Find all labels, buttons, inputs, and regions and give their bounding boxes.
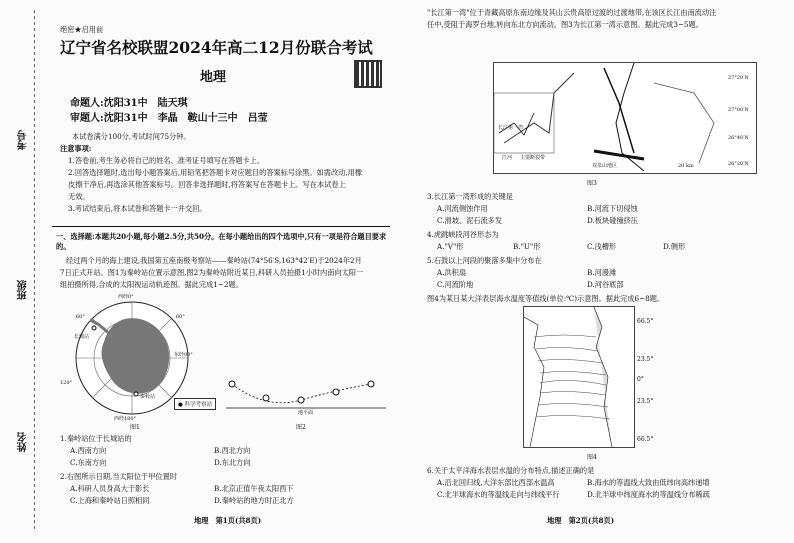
- q3-option-b[interactable]: B.河流下切侵蚀: [587, 204, 638, 213]
- fig1-caption: 图1: [130, 424, 140, 431]
- q3-option-d[interactable]: D.板块碰撞挤压: [587, 216, 638, 225]
- figure3-map: [493, 62, 757, 174]
- fig1-right-label: 东经90°: [174, 352, 193, 358]
- fig1-bottom-label: 西经180°: [114, 416, 137, 422]
- passage2-line2: 任中,受阻于海罗台地,转向东北方向流动。图3为长江第一湾示意图。据此完成3~5题。: [427, 20, 703, 29]
- fig3-legend-2: 主要断裂带: [520, 155, 546, 161]
- fig1-top-label: 西经0°: [118, 294, 134, 300]
- figure4-ocean-isotherms: [523, 306, 635, 448]
- score-info: 本试卷满分100分,考试时间75分钟。: [72, 132, 191, 141]
- q1-option-c[interactable]: C.东南方向: [70, 458, 107, 467]
- subject-title: 地理: [200, 70, 227, 85]
- q1-option-d[interactable]: D.东北方向: [214, 458, 251, 467]
- fig3-caption: 图3: [587, 180, 597, 187]
- exam-title: 辽宁省名校联盟2024年高二12月份联合考试: [60, 38, 373, 57]
- q4-option-b[interactable]: B."U"形: [513, 242, 541, 251]
- q2-option-d[interactable]: D.秦岭站的地方时正北方: [214, 496, 294, 505]
- passage1-line2: 7日正式开站。图1为秦岭站位置示意图,图2为秦岭站附近某日,科研人员拍摄1小时内南向太阳一: [60, 268, 364, 277]
- q5-option-a[interactable]: A.洪积扇: [437, 268, 467, 277]
- q6-option-c[interactable]: C.北半球海水的等温线走向与纬线平行: [437, 490, 560, 499]
- fig3-legend-1: 江河: [502, 155, 513, 161]
- figure2-sun-path: [226, 370, 386, 420]
- fig2-caption: 图2: [296, 424, 306, 431]
- fig3-scale: 20 km: [678, 163, 694, 169]
- q6-option-a[interactable]: A.沿北回归线,大洋东部比西部水温高: [437, 478, 555, 487]
- fig1-left-label: 120°: [60, 380, 73, 386]
- legend-dot-icon: ●: [178, 402, 183, 408]
- fig1-r60: 60°: [176, 314, 185, 320]
- q3-option-c[interactable]: C.滑坡、泥石流多发: [437, 216, 503, 225]
- right-footer: 地理 第2页(共8页): [547, 516, 615, 525]
- author-line-2: 审题人:沈阳31中 李晶 鞍山十三中 吕莹: [70, 113, 268, 124]
- side-label-class: 班级: [18, 280, 29, 300]
- q5-option-c[interactable]: C.河流阶地: [437, 280, 474, 289]
- fig3-lat-4: 26°20′N: [728, 161, 749, 167]
- divider: [52, 226, 390, 227]
- fig2-horizon-label: 地平面: [298, 410, 314, 416]
- fig3-lat-3: 26°40′N: [728, 135, 749, 141]
- qr-code: [354, 60, 382, 88]
- fig4-lat-4: 23.5°: [637, 398, 654, 405]
- fig4-lat-2: 23.5°: [637, 356, 654, 363]
- q4-option-a[interactable]: A."V"形: [437, 242, 464, 251]
- q1-option-a[interactable]: A.西南方向: [70, 446, 107, 455]
- q4-option-d[interactable]: D.侧形: [663, 242, 686, 251]
- q1-option-b[interactable]: B.西北方向: [214, 446, 251, 455]
- q5-option-d[interactable]: D.河谷底部: [587, 280, 624, 289]
- passage2-line1: "长江第一湾"位于青藏高原东南边缘及其山云贵高原过渡的过渡地带,在该区长江由南流动注: [427, 8, 717, 17]
- left-footer: 地理 第1页(共8页): [194, 516, 262, 525]
- question-3: 3.长江第一湾形成的关键是: [427, 192, 513, 201]
- fig4-lat-1: 66.5°: [637, 318, 654, 325]
- question-4: 4.虎跳峡段河谷形态为: [427, 230, 499, 239]
- passage1-line3: 组拍摄所得,合成的太阳视运动轨迹图。据此完成1~2题。: [60, 280, 243, 289]
- question-2: 2.右图所示日期,当太阳位于甲位置时: [60, 472, 177, 481]
- q5-option-b[interactable]: B.河漫滩: [587, 268, 617, 277]
- author-line-1: 命题人:沈阳31中 陆天琪: [70, 98, 188, 109]
- q2-option-a[interactable]: A.科研人员身高大于影长: [70, 484, 150, 493]
- binding-line: [34, 10, 35, 530]
- note-1: 1.答卷前,考生务必将自己的姓名、准考证号填写在答题卡上。: [68, 156, 265, 165]
- q4-option-c[interactable]: C.浅槽形: [587, 242, 617, 251]
- passage1-line1: 经过两个月的海上建设,我国第五座南极考察站——秦岭站(74°56′S,163°42′E)于2024年2月: [66, 256, 362, 265]
- question-5: 5.石鼓以上河段的聚落多集中分布在: [427, 256, 542, 265]
- question-1: 1.秦岭站位于长城站的: [60, 434, 132, 443]
- fig3-area-label: 双泉山地区: [592, 163, 618, 169]
- note-3: 3.考试结束后,将本试卷和答题卡一并交回。: [68, 204, 207, 213]
- question-6: 6.关于太平洋海水表层水温的分布特点,描述正确的是: [427, 466, 595, 475]
- section-header: 一、选择题:本题共20小题,每小题2.5分,共50分。在每小题给出的四个选项中,只有一项是符合题目要求的。: [56, 232, 387, 251]
- fig3-lat-2: 27°00′N: [728, 107, 749, 113]
- q2-option-b[interactable]: B.北京正值午夜太阳西下: [214, 484, 294, 493]
- fig1-l60: 60°: [76, 314, 85, 320]
- q2-option-c[interactable]: C.上海和秦岭站日照相同: [70, 496, 150, 505]
- fig3-river-label: 长江第一湾: [498, 125, 524, 131]
- fig4-lat-5: 66.5°: [637, 436, 654, 443]
- legend-text: 科学考察站: [184, 402, 213, 408]
- passage3: 图4为某日某大洋表层海水温度等值线(单位:℃)示意图。据此完成6~8题。: [427, 294, 665, 303]
- fig1-station-label: 长城站: [74, 334, 90, 340]
- fig1-legend: [174, 398, 216, 410]
- fig4-caption: 图4: [587, 454, 597, 461]
- notes-title: 注意事项:: [60, 144, 92, 153]
- side-label-name: 姓名: [18, 432, 29, 452]
- right-page: [397, 0, 794, 543]
- note-2: 2.回答选择题时,选出每小题答案后,用铅笔把答题卡对应题目的答案标号涂黑。如需改动,用橡: [68, 168, 363, 177]
- fig1-site-label: 秦岭站: [140, 394, 156, 400]
- fig3-lat-1: 27°20′N: [728, 75, 749, 81]
- q6-option-b[interactable]: B.海水的等温线大致由低纬向高纬递增: [587, 478, 710, 487]
- note-2c: 无效。: [68, 192, 90, 201]
- q6-option-d[interactable]: D.北半球中纬度海水的等温线分布稀疏: [587, 490, 710, 499]
- secret-mark: 绝密★启用前: [60, 25, 104, 34]
- q3-option-a[interactable]: A.河流侧蚀作用: [437, 204, 488, 213]
- note-2b: 皮擦干净后,再选涂其他答案标号。回答非选择题时,将答案写在答题卡上。写在本试卷上: [68, 180, 346, 189]
- side-label-exam-no: 考号: [18, 130, 29, 150]
- fig4-lat-3: 0°: [637, 376, 644, 383]
